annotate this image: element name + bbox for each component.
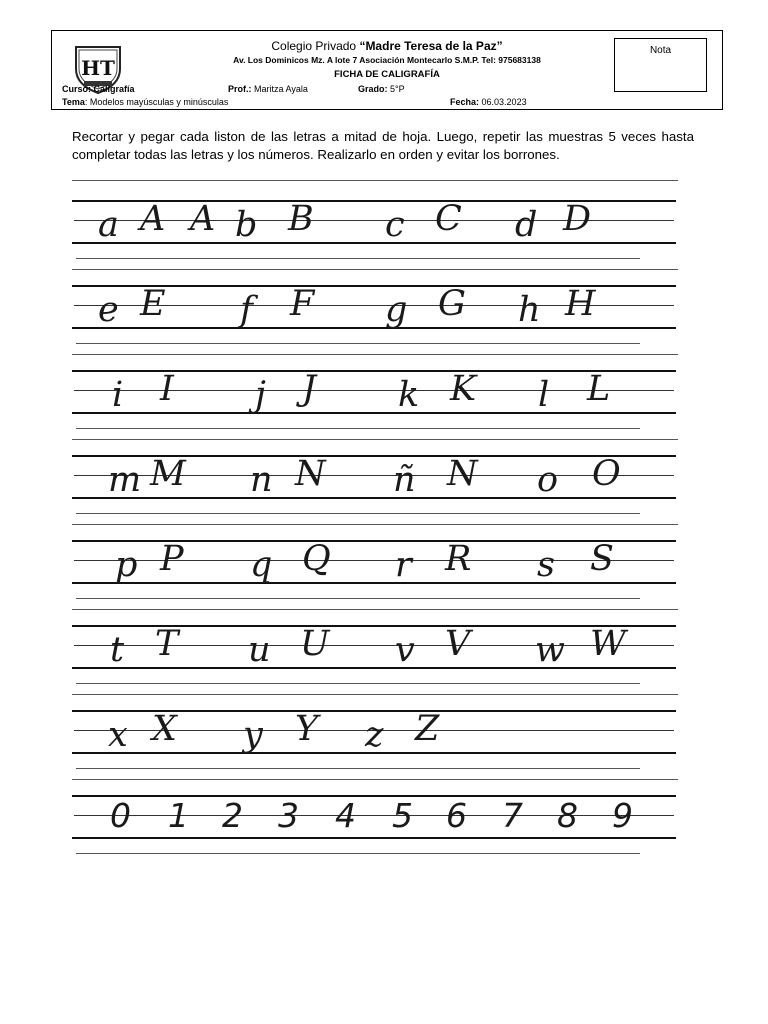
tema-label: Tema	[62, 97, 85, 107]
letter-model: U	[300, 624, 330, 664]
number-model: 1	[168, 796, 189, 835]
letter-model: o	[537, 460, 559, 500]
school-prefix: Colegio Privado	[271, 39, 360, 53]
svg-text:HT: HT	[81, 56, 115, 80]
curso-value: Caligrafía	[93, 84, 135, 94]
guide-line	[76, 343, 640, 344]
letter-model: Q	[302, 539, 331, 579]
guide-line	[76, 513, 640, 514]
guide-line	[72, 582, 676, 584]
letter-model: B	[288, 199, 314, 239]
guide-line	[76, 853, 640, 854]
guide-line	[72, 180, 678, 181]
prof-value: Maritza Ayala	[254, 84, 308, 94]
letter-model: m	[108, 460, 142, 500]
letter-model: S	[590, 539, 614, 579]
guide-line	[72, 269, 678, 270]
grade-box	[614, 38, 707, 92]
letter-model: A	[140, 199, 166, 239]
letter-model: T	[155, 624, 179, 664]
letter-model: I	[160, 369, 174, 409]
guide-line	[76, 598, 640, 599]
guide-line	[72, 242, 676, 244]
letter-model: D	[563, 199, 592, 239]
letter-model: s	[537, 545, 555, 585]
letter-model: O	[592, 454, 621, 494]
letter-model: F	[290, 284, 315, 324]
letter-model: b	[235, 205, 258, 245]
fecha-field	[450, 97, 527, 107]
letter-model: c	[385, 205, 405, 245]
letter-model: h	[518, 290, 541, 330]
number-model: 6	[446, 796, 467, 835]
practice-row	[0, 690, 768, 775]
guide-line	[74, 815, 674, 816]
guide-line	[72, 354, 678, 355]
guide-line	[72, 694, 678, 695]
letter-model: q	[250, 545, 273, 585]
letter-model: f	[240, 290, 253, 330]
practice-row	[0, 265, 768, 350]
grado-label: Grado:	[358, 84, 388, 94]
letter-model: L	[587, 369, 611, 409]
fecha-value: 06.03.2023	[481, 97, 527, 107]
letter-model: E	[140, 284, 166, 324]
school-address: Av. Los Dominicos Mz. A lote 7 Asociación Montecarlo S.M.P. Tel: 975683138	[233, 55, 541, 65]
number-model: 4	[335, 796, 356, 835]
letter-model: d	[515, 205, 538, 245]
number-model: 9	[612, 796, 633, 835]
guide-line	[72, 795, 676, 797]
guide-line	[76, 768, 640, 769]
letter-model: u	[248, 630, 271, 670]
nota-label: Nota	[649, 45, 672, 56]
letter-model: H	[565, 284, 596, 324]
letter-model: R	[445, 539, 472, 579]
grado-field	[358, 84, 405, 94]
number-model: 3	[278, 796, 299, 835]
fecha-label: Fecha:	[450, 97, 480, 107]
number-model: 5	[392, 796, 413, 835]
tema-field	[62, 97, 228, 107]
tema-value: : Modelos mayúsculas y minúsculas	[84, 97, 229, 107]
prof-label: Prof.:	[228, 84, 252, 94]
letter-model: j	[255, 375, 266, 415]
grado-value: 5°P	[390, 84, 405, 94]
letter-model: a	[98, 205, 119, 245]
letter-model: G	[438, 284, 466, 324]
guide-line	[72, 524, 678, 525]
practice-row	[0, 775, 768, 860]
letter-model: V	[445, 624, 471, 664]
letter-model: n	[250, 460, 273, 500]
number-model: 8	[557, 796, 578, 835]
guide-line	[72, 837, 676, 839]
letter-model: K	[450, 369, 477, 409]
letter-model: z	[365, 715, 384, 755]
guide-line	[72, 497, 676, 499]
school-title: “Madre Teresa de la Paz”	[359, 39, 503, 53]
letter-model: x	[108, 715, 128, 755]
letter-model: l	[538, 375, 550, 415]
letter-model: v	[395, 630, 415, 670]
letter-model: C	[435, 199, 462, 239]
letter-model: M	[150, 454, 186, 494]
practice-row	[0, 605, 768, 690]
letter-model: J	[302, 369, 317, 409]
practice-row	[0, 180, 768, 265]
letter-model: ñ	[393, 460, 416, 500]
letter-model: P	[160, 539, 184, 579]
guide-line	[76, 683, 640, 684]
practice-row	[0, 350, 768, 435]
number-model: 0	[110, 796, 131, 835]
guide-line	[72, 439, 678, 440]
letter-model: y	[243, 715, 263, 755]
letter-model: r	[395, 545, 412, 585]
practice-row	[0, 520, 768, 605]
guide-line	[72, 779, 678, 780]
guide-line	[72, 412, 676, 414]
instructions: Recortar y pegar cada liston de las letras a mitad de hoja. Luego, repetir las muestras 5 veces hasta completar todas las letras y los números. Realizarlo en orden y evitar los borrones.	[72, 129, 694, 162]
practice-row	[0, 435, 768, 520]
letter-model: i	[112, 375, 124, 415]
letter-model: N	[295, 454, 326, 494]
guide-line	[72, 667, 676, 669]
number-model: 2	[222, 796, 243, 835]
guide-line	[76, 258, 640, 259]
letter-model: W	[590, 624, 626, 664]
letter-model: p	[115, 545, 138, 585]
curso-field	[62, 84, 135, 94]
letter-model: X	[152, 709, 177, 749]
guide-line	[72, 609, 678, 610]
letter-model: Y	[295, 709, 319, 749]
letter-model: k	[398, 375, 420, 415]
letter-model: t	[110, 630, 125, 670]
number-model: 7	[502, 796, 523, 835]
letter-model: e	[98, 290, 119, 330]
letter-model: A	[190, 199, 216, 239]
curso-label: Curso:	[62, 84, 91, 94]
letter-model: Z	[415, 709, 440, 749]
guide-line	[76, 428, 640, 429]
guide-line	[72, 327, 676, 329]
sheet-title: FICHA DE CALIGRAFÍA	[334, 69, 440, 80]
letter-model: g	[385, 290, 408, 330]
letter-model: N	[447, 454, 478, 494]
letter-model: w	[535, 630, 565, 670]
worksheet-header	[51, 30, 723, 110]
prof-field	[228, 84, 308, 94]
